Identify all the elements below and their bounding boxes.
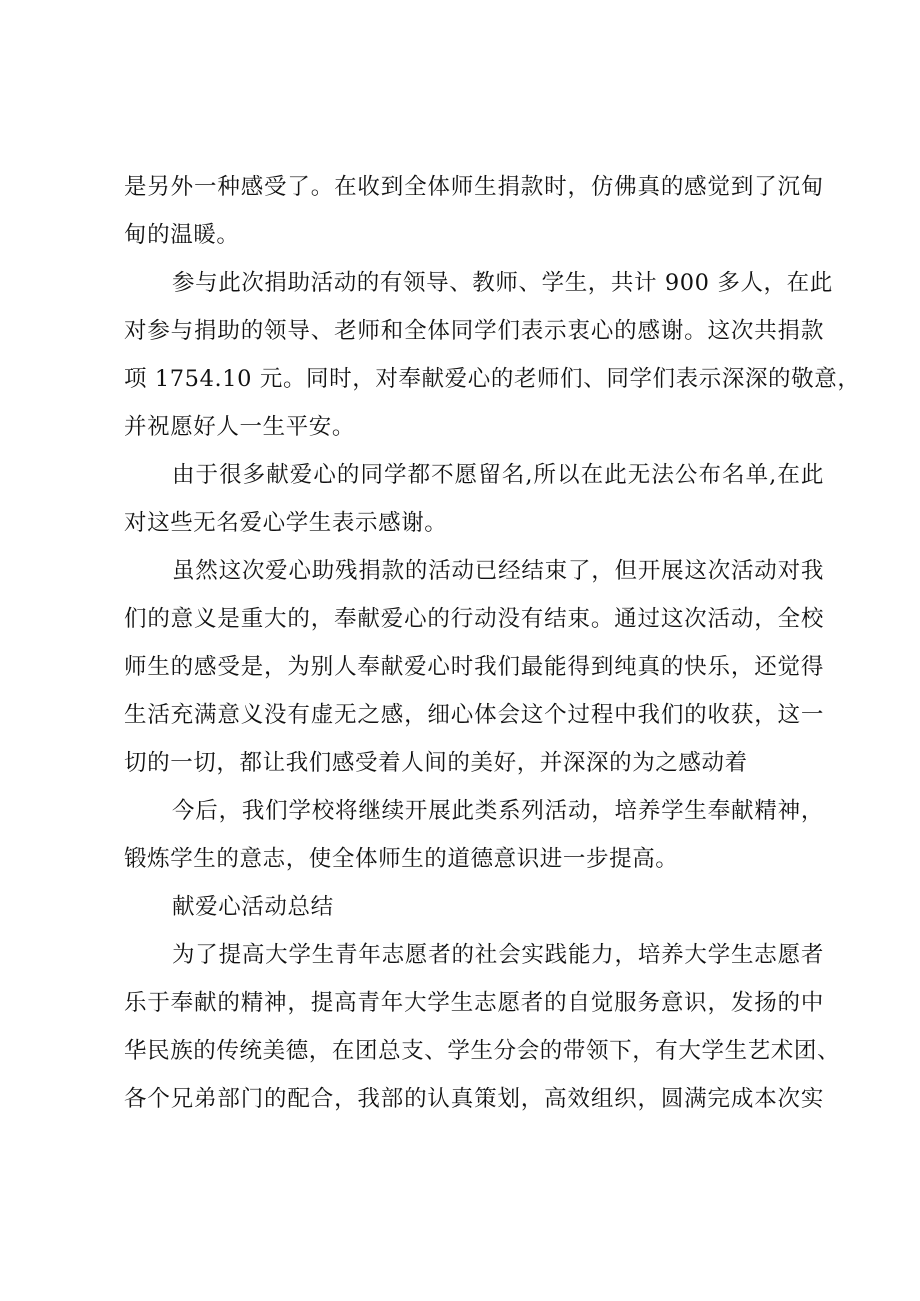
section-heading: 献爱心活动总结 xyxy=(172,894,334,920)
text-line: 华民族的传统美德，在团总支、学生分会的带领下，有大学生艺术团、 xyxy=(124,1038,841,1064)
text-line: 各个兄弟部门的配合，我部的认真策划，高效组织，圆满完成本次实 xyxy=(124,1086,824,1112)
text-line: 乐于奉献的精神，提高青年大学生志愿者的自觉服务意识，发扬的中 xyxy=(124,990,824,1016)
paragraph-first-line: 虽然这次爱心助残捐款的活动已经结束了，但开展这次活动对我 xyxy=(172,558,824,584)
text-line: 是另外一种感受了。在收到全体师生捐款时，仿佛真的感觉到了沉甸 xyxy=(124,174,824,200)
text-line: 项 1754.10 元。同时，对奉献爱心的老师们、同学们表示深深的敬意， xyxy=(124,366,861,392)
text-line: 甸的温暖。 xyxy=(124,222,240,248)
text-line: 们的意义是重大的，奉献爱心的行动没有结束。通过这次活动，全校 xyxy=(124,606,824,632)
paragraph-first-line: 今后，我们学校将继续开展此类系列活动，培养学生奉献精神， xyxy=(172,798,824,824)
text-line: 师生的感受是，为别人奉献爱心时我们最能得到纯真的快乐，还觉得 xyxy=(124,654,824,680)
text-line: 并祝愿好人一生平安。 xyxy=(124,414,356,440)
text-line: 对这些无名爱心学生表示感谢。 xyxy=(124,510,448,536)
text-line: 锻炼学生的意志，使全体师生的道德意识进一步提高。 xyxy=(124,846,679,872)
text-line: 切的一切，都让我们感受着人间的美好，并深深的为之感动着 xyxy=(124,750,748,776)
paragraph-first-line: 由于很多献爱心的同学都不愿留名,所以在此无法公布名单,在此 xyxy=(172,462,824,488)
paragraph-first-line: 参与此次捐助活动的有领导、教师、学生，共计 900 多人，在此 xyxy=(172,270,833,296)
paragraph-first-line: 为了提高大学生青年志愿者的社会实践能力，培养大学生志愿者 xyxy=(172,942,824,968)
text-line: 对参与捐助的领导、老师和全体同学们表示衷心的感谢。这次共捐款 xyxy=(124,318,824,344)
text-line: 生活充满意义没有虚无之感，细心体会这个过程中我们的收获，这一 xyxy=(124,702,824,728)
